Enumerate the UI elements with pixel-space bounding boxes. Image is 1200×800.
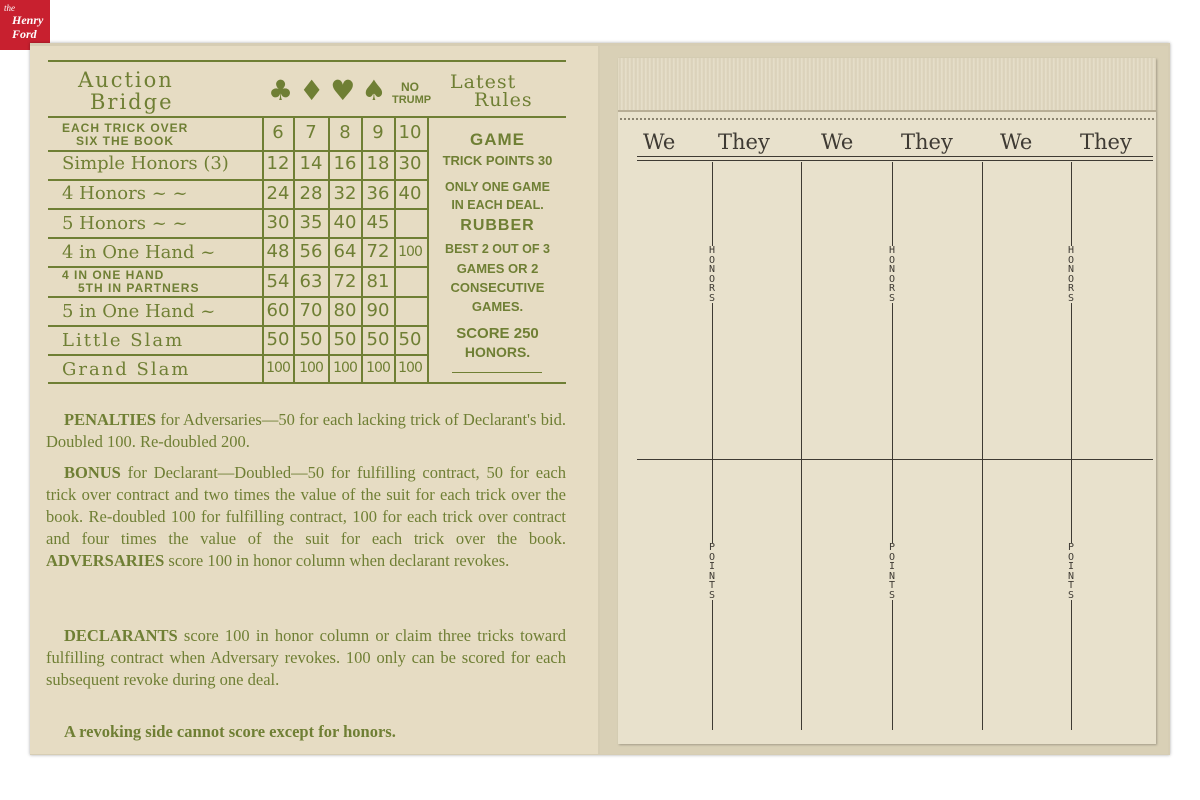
table-cell: 100 — [398, 244, 422, 260]
row-label-4-in-one-hand-5th — [62, 269, 199, 295]
header-value: 6 — [272, 122, 284, 143]
penalties-head: PENALTIES — [64, 410, 157, 429]
header-they-2: They — [901, 130, 953, 154]
header-value: 8 — [339, 122, 351, 143]
table-cell: 60 — [266, 300, 290, 321]
set-divider-1 — [801, 162, 802, 730]
bonus-paragraph — [46, 462, 566, 572]
table-col-rule — [328, 118, 330, 382]
table-cell: 50 — [398, 329, 422, 350]
table-cell: 72 — [333, 271, 357, 292]
game-heading: GAME — [470, 130, 525, 149]
table-header-label — [62, 122, 188, 148]
revoking-note: A revoking side cannot score except for honors. — [64, 722, 396, 741]
points-label-2: POINTS — [888, 542, 896, 601]
header-value: 9 — [372, 122, 384, 143]
bonus-head: BONUS — [64, 463, 121, 482]
logo-henry: Henry — [12, 13, 44, 27]
bonus-text: for Declarant—Doubled—50 for fulfilling contract, 50 for each trick over contract and two times the value of the suit for each trick over the book. Re-doubled 100 for fulfilling contract, 100 for each trick over contract and four times the value of the suit for each trick over the book. — [46, 463, 566, 548]
table-row-rule — [48, 296, 428, 298]
table-cell: 100 — [333, 360, 357, 376]
row-label-5-honors: 5 Honors ~ ~ — [62, 213, 188, 234]
row-label-4-in-one-hand: 4 in One Hand ~ — [62, 242, 216, 263]
table-cell: 64 — [333, 241, 357, 262]
table-row-rule — [48, 150, 428, 152]
row-label-line2: 5TH IN PARTNERS — [78, 281, 200, 295]
table-cell: 100 — [398, 360, 422, 376]
header-they-3: They — [1080, 130, 1132, 154]
row-label-4-honors: 4 Honors ~ ~ — [62, 183, 188, 204]
best-2-of-3-3: CONSECUTIVE — [450, 280, 545, 295]
table-cell: 56 — [299, 241, 323, 262]
table-cell: 14 — [299, 153, 323, 174]
honors-label-2: HONORS — [888, 245, 896, 304]
header-we-3: We — [1000, 130, 1033, 154]
table-cell: 30 — [398, 153, 422, 174]
header-rule-2 — [637, 160, 1153, 161]
adversaries-head: ADVERSARIES — [46, 551, 165, 570]
table-cell: 70 — [299, 300, 323, 321]
best-2-of-3-4: GAMES. — [471, 299, 524, 314]
spade-icon: ♠ — [361, 74, 393, 107]
honors-label-1: HONORS — [708, 245, 716, 304]
table-cell: 18 — [366, 153, 390, 174]
table-cell: 48 — [266, 241, 290, 262]
table-cell: 100 — [266, 360, 290, 376]
latest-rules-1: Latest — [450, 71, 517, 93]
only-one-game-2: IN EACH DEAL. — [451, 198, 544, 212]
no-trump-label-2: TRUMP — [392, 94, 432, 106]
best-2-of-3-1: BEST 2 OUT OF 3 — [445, 242, 550, 256]
row-label-line1: 4 IN ONE HAND — [62, 268, 165, 282]
header-we-1: We — [643, 130, 676, 154]
declarants-text: score 100 in honor column or claim three tricks toward fulfilling contract when Adversary revokes. 100 only can be scored for each subsequent revoke during one deal. — [46, 626, 566, 689]
adversaries-text: score 100 in honor column when declarant revokes. — [164, 551, 510, 570]
table-cell: 30 — [266, 212, 290, 233]
table-cell: 50 — [299, 329, 323, 350]
only-one-game-1: ONLY ONE GAME — [445, 180, 550, 194]
row-label-simple-honors: Simple Honors (3) — [62, 153, 229, 174]
header-we-2: We — [821, 130, 854, 154]
table-cell: 100 — [366, 360, 390, 376]
table-cell: 24 — [266, 183, 290, 204]
row-label-little-slam: Little Slam — [62, 330, 185, 351]
table-col-rule — [361, 118, 363, 382]
pad-binding — [618, 58, 1156, 112]
trick-points: TRICK POINTS 30 — [442, 153, 553, 168]
table-cell: 81 — [366, 271, 390, 292]
table-row-rule — [48, 179, 428, 181]
penalties-text: for Adversaries—50 for each lacking trick of Declarant's bid. Doubled 100. Re-doubled 200. — [46, 410, 566, 451]
table-row-rule — [48, 354, 428, 356]
table-row-rule — [48, 208, 428, 210]
header-label-line2: SIX THE BOOK — [76, 134, 175, 148]
table-cell: 28 — [299, 183, 323, 204]
table-cell: 90 — [366, 300, 390, 321]
table-bottom-rule — [48, 382, 566, 384]
diamond-icon: ♦ — [299, 74, 331, 107]
rubber-heading: RUBBER — [460, 217, 535, 234]
no-trump-label-1: NO — [401, 80, 419, 94]
table-cell: 40 — [333, 212, 357, 233]
header-they-1: They — [718, 130, 770, 154]
score-250-1: SCORE 250 — [456, 325, 539, 342]
declarants-paragraph — [46, 625, 566, 691]
declarants-head: DECLARANTS — [64, 626, 178, 645]
table-cell: 100 — [299, 360, 323, 376]
heart-icon: ♥ — [330, 74, 362, 107]
honors-points-divider — [637, 459, 1153, 460]
header-label-line1: EACH TRICK OVER — [62, 121, 189, 135]
table-cell: 72 — [366, 241, 390, 262]
header-value: 10 — [398, 122, 422, 143]
table-cell: 12 — [266, 153, 290, 174]
game-box-ornament — [452, 372, 542, 373]
table-cell: 45 — [366, 212, 390, 233]
table-cell: 63 — [299, 271, 323, 292]
club-icon: ♣ — [268, 74, 300, 107]
logo-ford: Ford — [12, 27, 37, 41]
table-top-rule — [48, 60, 566, 62]
score-250-2: HONORS. — [464, 344, 531, 360]
table-cell: 50 — [266, 329, 290, 350]
table-cell: 54 — [266, 271, 290, 292]
perforation-line — [620, 118, 1154, 120]
table-col-rule — [293, 118, 295, 382]
points-label-1: POINTS — [708, 542, 716, 601]
set-divider-2 — [982, 162, 983, 730]
table-cell: 35 — [299, 212, 323, 233]
best-2-of-3-2: GAMES OR 2 — [456, 261, 539, 276]
suit-symbols — [268, 74, 392, 107]
row-label-5-in-one-hand: 5 in One Hand ~ — [62, 301, 216, 322]
title-bridge: Bridge — [90, 90, 174, 114]
latest-rules-2: Rules — [474, 89, 533, 111]
penalties-paragraph — [46, 409, 566, 453]
table-cell: 16 — [333, 153, 357, 174]
title-auction: Auction — [78, 68, 174, 92]
table-cell: 50 — [333, 329, 357, 350]
logo-the: the — [4, 3, 15, 13]
table-row-rule — [48, 237, 428, 239]
header-value: 7 — [305, 122, 317, 143]
table-cell: 36 — [366, 183, 390, 204]
table-cell: 50 — [366, 329, 390, 350]
table-cell: 80 — [333, 300, 357, 321]
table-col-rule — [427, 118, 429, 382]
table-cell: 40 — [398, 183, 422, 204]
points-label-3: POINTS — [1067, 542, 1075, 601]
header-rule — [637, 156, 1153, 157]
table-header-rule — [48, 116, 566, 118]
table-row-rule — [48, 325, 428, 327]
honors-label-3: HONORS — [1067, 245, 1075, 304]
table-cell: 32 — [333, 183, 357, 204]
row-label-grand-slam: Grand Slam — [62, 359, 191, 380]
